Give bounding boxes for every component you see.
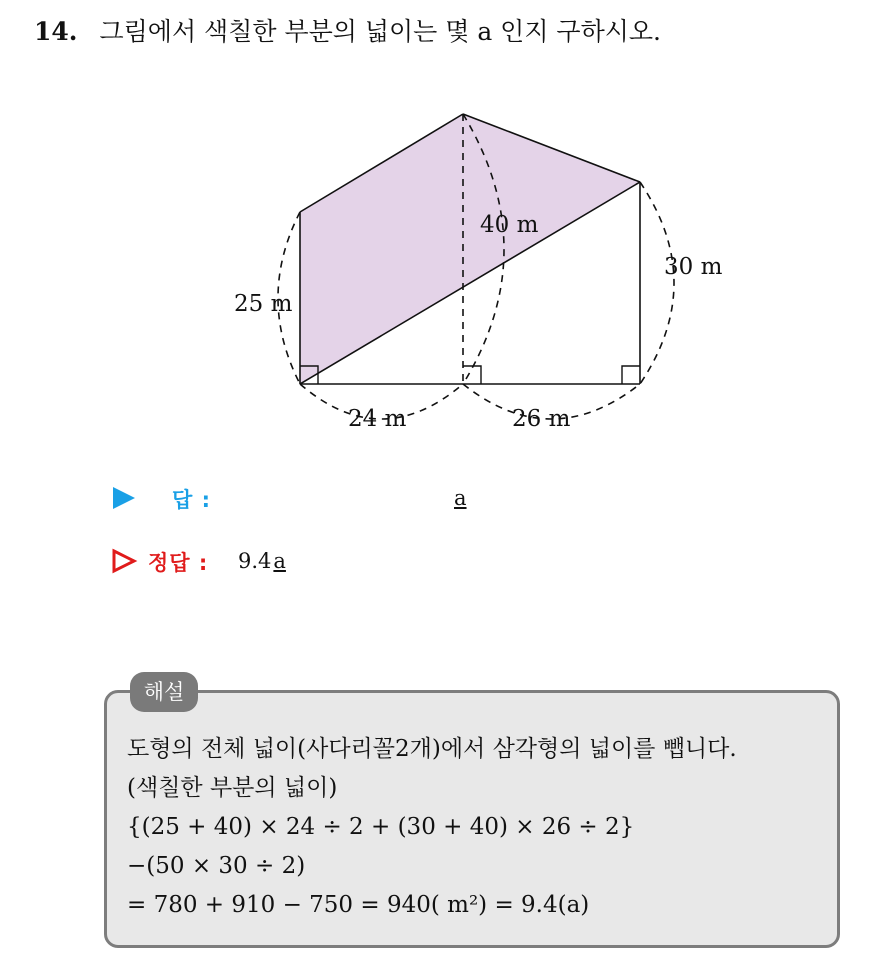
- right-height-label: 30 m: [664, 254, 723, 280]
- solution-line: −(50 × 30 ÷ 2): [127, 853, 306, 879]
- answer-unit: a: [454, 486, 467, 510]
- right-height-arc: [640, 182, 674, 384]
- solution-tag: 해설: [130, 672, 198, 712]
- correct-answer-label: 정답 :: [148, 551, 209, 575]
- correct-answer-value-group: [238, 549, 286, 573]
- center-height-label: 40 m: [480, 212, 539, 238]
- left-height-label: 25 m: [234, 291, 293, 317]
- answer-label: 답 :: [172, 488, 211, 512]
- solution-line: (색칠한 부분의 넓이): [127, 775, 338, 801]
- solution-line: {(25 + 40) × 24 ÷ 2 + (30 + 40) × 26 ÷ 2}: [127, 814, 635, 840]
- solution-lines: [127, 730, 737, 925]
- solution-line: 도형의 전체 넓이(사다리꼴2개)에서 삼각형의 넓이를 뺍니다.: [127, 736, 737, 762]
- question-text: 그림에서 색칠한 부분의 넓이는 몇 a 인지 구하시오.: [99, 17, 661, 46]
- correct-answer-unit: a: [273, 549, 286, 573]
- shaded-region: [300, 114, 640, 384]
- play-triangle-icon: [110, 484, 138, 512]
- question-number: 14.: [34, 17, 78, 46]
- right-angle-mark-right: [622, 366, 640, 384]
- right-angle-mark-center: [463, 366, 481, 384]
- outline-triangle-icon: [110, 547, 138, 575]
- solution-line: = 780 + 910 − 750 = 940( m²) = 9.4(a): [127, 892, 590, 918]
- correct-answer-value: 9.4: [238, 549, 272, 573]
- left-base-label: 24 m: [348, 406, 407, 432]
- geometry-figure: [0, 0, 884, 470]
- right-base-label: 26 m: [512, 406, 571, 432]
